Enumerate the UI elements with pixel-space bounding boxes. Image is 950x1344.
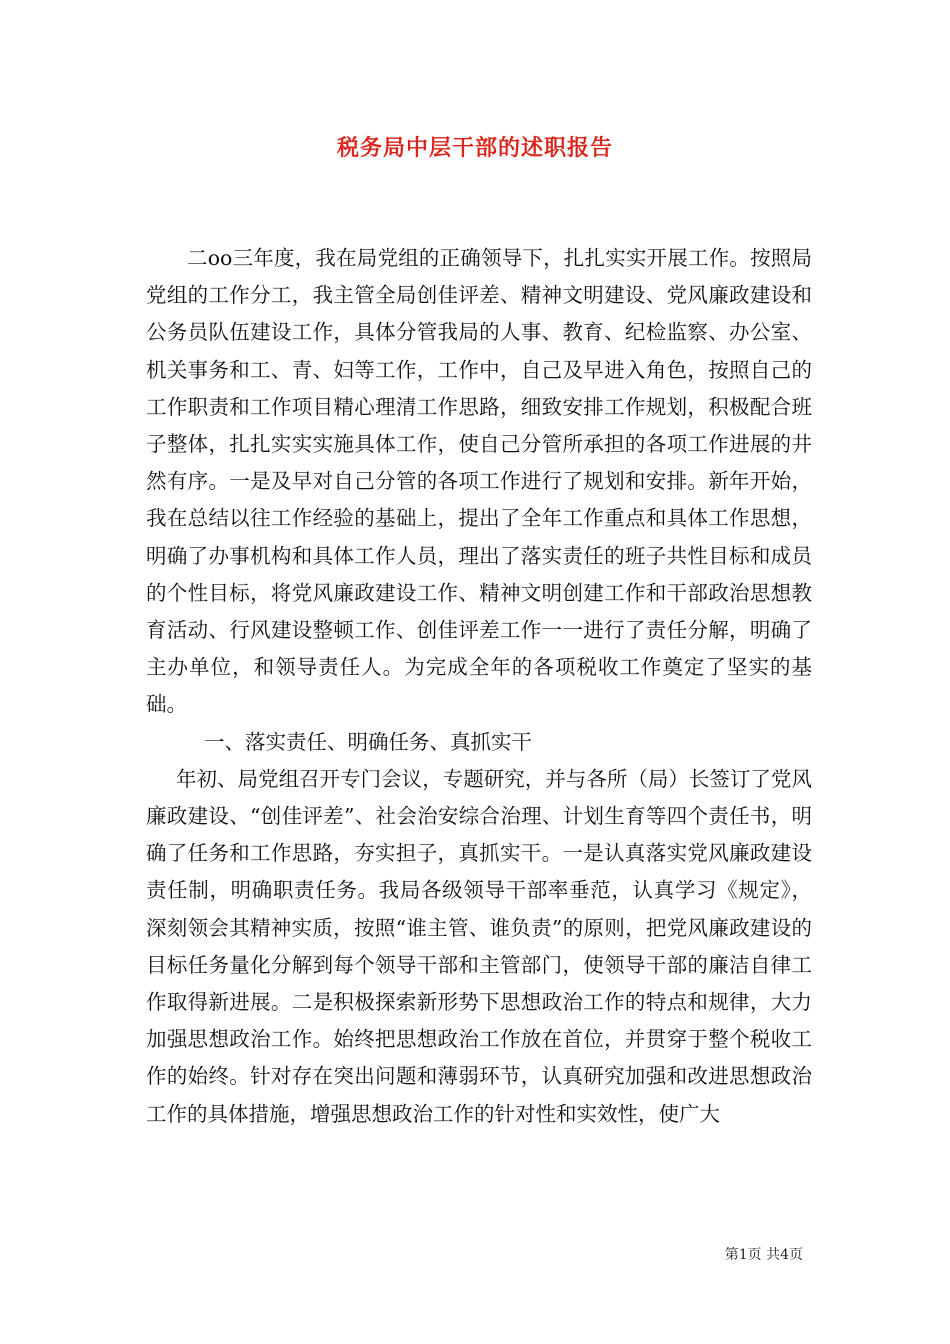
section-heading: 一、落实责任、明确任务、真抓实干	[204, 729, 532, 754]
paragraph-intro: 二oo三年度，我在局党组的正确领导下，扎扎实实开展工作。按照局党组的工作分工，我主管全局创佳评差、精神文明建设、党风廉政建设和公务员队伍建设工作，具体分管我局的人事、教育、纪检监察、办公室、机关事务和工、青、妇等工作，工作中，自己及早进入角色，按照自己的工作职责和工作项目精心理清工作思路，细致安排工作规划，积极配合班子整体，扎扎实实实施具体工作，使自己分管所承担的各项工作进展的井然有序。一是及早对自己分管的各项工作进行了规划和安排。新年开始，我在总结以往工作经验的基础上，提出了全年工作重点和具体工作思想，明确了办事机构和具体工作人员，理出了落实责任的班子共性目标和成员的个性目标，将党风廉政建设工作、精神文明创建工作和干部政治思想教育活动、行风建设整顿工作、创佳评差工作一一进行了责任分解，明确了主办单位，和领导责任人。为完成全年的各项税收工作奠定了坚实的基础。	[146, 246, 812, 717]
document-title: 税务局中层干部的述职报告	[336, 135, 613, 161]
document-body	[146, 240, 812, 1133]
paragraph-section-one: 年初、局党组召开专门会议，专题研究，并与各所（局）长签订了党风廉政建设、“创佳评差”、社会治安综合治理、计划生育等四个责任书，明确了任务和工作思路，夯实担子，真抓实干。一是认真落实党风廉政建设责任制，明确职责任务。我局各级领导干部率垂范，认真学习《规定》，深刻领会其精神实质，按照“谁主管、谁负责”的原则，把党风廉政建设的目标任务量化分解到每个领导干部和主管部门，使领导干部的廉洁自律工作取得新进展。二是积极探索新形势下思想政治工作的特点和规律，大力加强思想政治工作。始终把思想政治工作放在首位，并贯穿于整个税收工作的始终。针对存在突出问题和薄弱环节，认真研究加强和改进思想政治工作的具体措施，增强思想政治工作的针对性和实效性，使广大	[146, 766, 812, 1126]
page-number-footer: 第1页 共4页	[724, 1247, 803, 1263]
